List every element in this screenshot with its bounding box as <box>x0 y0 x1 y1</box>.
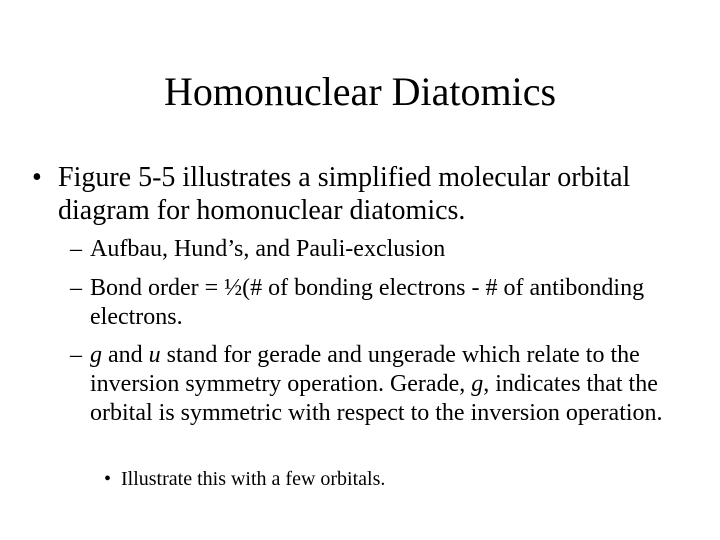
slide-title: Homonuclear Diatomics <box>163 69 557 114</box>
dash-marker: – <box>70 236 82 262</box>
dash-marker: – <box>70 342 82 368</box>
sub-bullet-text: Aufbau, Hund’s, and Pauli-exclusion <box>90 236 446 262</box>
bullet-figure <box>32 161 692 227</box>
level3-bullet-illustrate <box>104 467 704 492</box>
dash-marker: – <box>70 275 82 301</box>
bullet-marker: • <box>32 162 42 193</box>
symbol-u: u <box>148 342 161 368</box>
symbol-g: g <box>90 342 102 368</box>
text-part: stand for gerade and ungerade which relate to the inversion symmetry operation. Gerade, <box>90 342 640 397</box>
level3-text: Illustrate this with a few orbitals. <box>121 468 386 490</box>
text-part: , indicates that the orbital is symmetric with respect to the inversion operation. <box>90 371 663 426</box>
text-part: and <box>102 342 149 368</box>
symbol-g: g <box>471 371 484 397</box>
sub-bullet-text: Bond order = ½(# of bonding electrons - # of antibonding electrons. <box>90 275 645 330</box>
sub-bullet-aufbau <box>70 235 700 264</box>
sub-bullet-text <box>70 341 700 428</box>
sub-bullet-gerade <box>70 341 700 428</box>
sub-bullet-bond-order <box>70 274 700 332</box>
bullet-text: Figure 5-5 illustrates a simplified molecular orbital diagram for homonuclear diatomics. <box>58 162 631 226</box>
bullet-marker: • <box>104 468 112 490</box>
